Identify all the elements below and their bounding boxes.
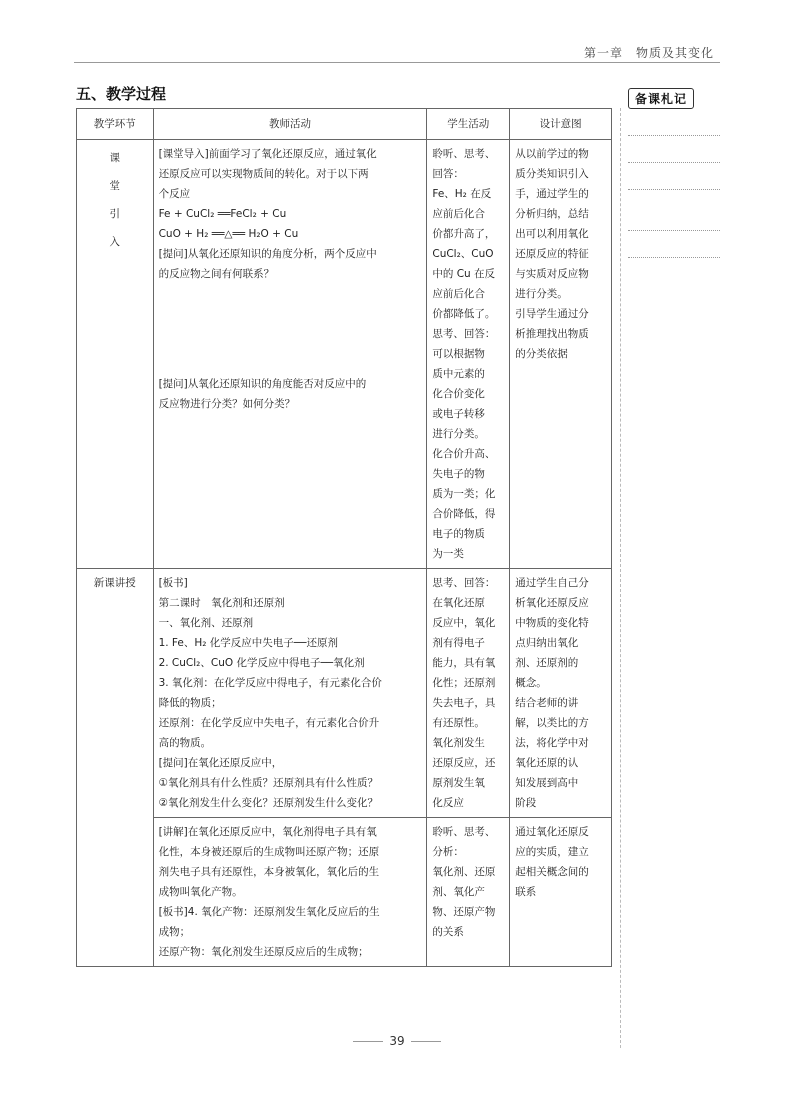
teaching-process-table — [76, 108, 612, 967]
table-row-new-lesson-1 — [77, 569, 612, 818]
header-teacher: 教师活动 — [153, 109, 427, 140]
teacher-lines-a: [课堂导入]前面学习了氧化还原反应，通过氧化 还原反应可以实现物质间的转化。对于以下两 个反应 Fe + CuCl₂ ══FeCl₂ + Cu CuO + H₂ ══△══ H₂O + Cu [提问]从氧化还原知识的角度分析，两个反应中 的反应物之间有何联系？ — [159, 144, 422, 284]
table-header-row — [77, 109, 612, 140]
equation-2: CuO + H₂ ══△══ H₂O + Cu — [158, 228, 299, 240]
note-line — [628, 135, 720, 136]
margin-divider — [620, 108, 621, 1048]
note-line — [628, 257, 720, 258]
header-student: 学生活动 — [427, 109, 510, 140]
header-stage: 教学环节 — [77, 109, 154, 140]
lesson-notes-sidebar — [628, 88, 722, 258]
stage-label-new-lesson: 新课讲授 — [93, 577, 136, 589]
lesson-notes-label: 备课札记 — [628, 88, 694, 109]
teacher-cell-new-lesson-2: [讲解]在氧化还原反应中，氧化剂得电子具有氧 化性，本身被还原后的生成物叫还原产物；还原 剂失电子具有还原性，本身被氧化，氧化后的生 成物叫氧化产物。 [板书]4. 氧化产物：还原剂发生氧化反应后的生 成物； 还原产物：氧化剂发生还原反应后的生成物； — [153, 818, 427, 967]
teacher-cell-new-lesson-1: [板书] 第二课时 氧化剂和还原剂 一、氧化剂、还原剂 1. Fe、H₂ 化学反应中失电子──还原剂 2. CuCl₂、CuO 化学反应中得电子──氧化剂 3. 氧化剂：在化学反应中得电子，有元素化合价 降低的物质； 还原剂：在化学反应中失电子，有元素化合价升 高的物质。 [提问]在氧化还原反应中， ①氧化剂具有什么性质？还原剂具有什么性质？ ②氧化剂发生什么变化？还原剂发生什么变化？ — [153, 569, 427, 818]
equation-1: Fe + CuCl₂ ══FeCl₂ + Cu — [158, 208, 287, 220]
chapter-header: 第一章 物质及其变化 — [583, 46, 714, 60]
note-line — [628, 162, 720, 163]
note-line — [628, 230, 720, 231]
page-number: 39 — [389, 1034, 405, 1048]
intent-cell-intro: 从以前学过的物 质分类知识引入 手，通过学生的 分析归纳，总结 出可以利用氧化 还原反应的特征 与实质对反应物 进行分类。 引导学生通过分 析推理找出物质 的分类依据 — [510, 140, 612, 569]
table-row-intro — [77, 140, 612, 569]
student-cell-new-lesson-1: 思考、回答： 在氧化还原 反应中，氧化 剂有得电子 能力，具有氧 化性；还原剂 失去电子，具 有还原性。 氧化剂发生 还原反应，还 原剂发生氧 化反应 — [427, 569, 510, 818]
stage-label-intro: 课 堂 引 入 — [109, 152, 121, 248]
page-footer — [0, 1034, 794, 1048]
intent-cell-new-lesson-1: 通过学生自己分 析氧化还原反应 中物质的变化特 点归纳出氧化 剂、还原剂的 概念。 结合老师的讲 解，以类比的方 法，将化学中对 氧化还原的认 知发展到高中 阶段 — [510, 569, 612, 818]
header-rule — [74, 62, 720, 63]
student-cell-new-lesson-2: 聆听、思考、 分析： 氧化剂、还原 剂、氧化产 物、还原产物 的关系 — [427, 818, 510, 967]
table-row-new-lesson-2 — [77, 818, 612, 967]
student-cell-intro: 聆听、思考、 回答： Fe、H₂ 在反 应前后化合 价都升高了， CuCl₂、CuO 中的 Cu 在反 应前后化合 价都降低了。 思考、回答： 可以根据物 质中元素的 化合价变化 或电子转移 进行分类。 化合价升高、 失电子的物 质为一类；化 合价降低，得 电子的物质 为一类 — [427, 140, 510, 569]
teacher-cell-intro — [153, 140, 427, 569]
note-line — [628, 189, 720, 190]
section-title: 五、教学过程 — [76, 85, 167, 103]
header-intent: 设计意图 — [510, 109, 612, 140]
stage-cell-new-lesson — [77, 569, 154, 967]
stage-cell-intro — [77, 140, 154, 569]
intent-cell-new-lesson-2: 通过氧化还原反 应的实质，建立 起相关概念间的 联系 — [510, 818, 612, 967]
teacher-lines-b: [提问]从氧化还原知识的角度能否对反应中的 反应物进行分类？如何分类？ — [158, 378, 367, 410]
